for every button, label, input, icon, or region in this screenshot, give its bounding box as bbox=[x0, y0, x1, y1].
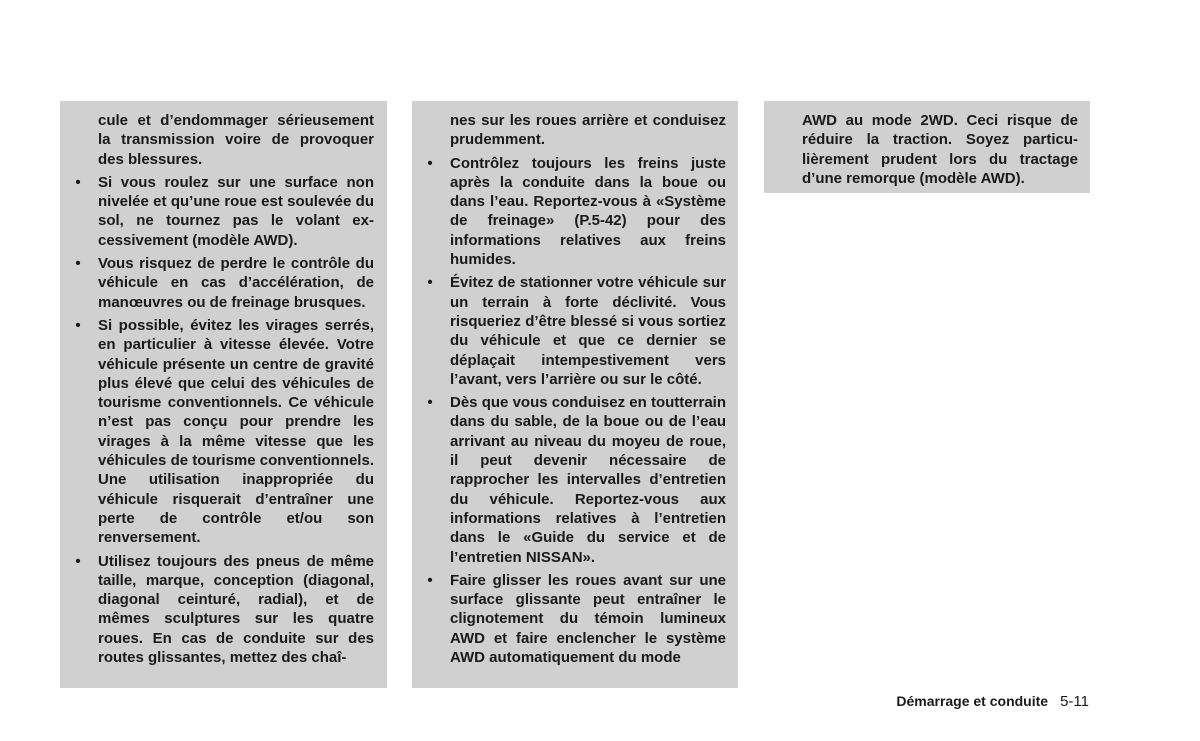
bullet-icon: • bbox=[75, 255, 81, 273]
text-column-2 bbox=[412, 101, 738, 688]
bullet-item bbox=[75, 316, 374, 548]
bullet-item bbox=[427, 393, 726, 567]
paragraph-text: Vous risquez de perdre le contrôle du véhicule en cas d’accélération, de manœuvres ou de freinage brusques. bbox=[98, 255, 374, 311]
paragraph-text: nes sur les roues arrière et conduisez prudemment. bbox=[450, 112, 726, 149]
paragraph-text: Contrôlez toujours les freins juste après la conduite dans la boue ou dans l’eau. Reportez-vous à «Système de freinage» (P.5-42) pour des informations relatives aux freins humides. bbox=[450, 154, 726, 269]
paragraph-text: Dès que vous conduisez en toutterrain dans du sable, de la boue ou de l’eau arrivant au niveau du moyeu de roue, il peut devenir nécessaire de rapprocher les intervalles d’entretien du véhicule. Reportez-vous aux informations relatives à l’entretien dans le «Guide du service et de l’entretien NISSAN». bbox=[450, 394, 726, 566]
continued-paragraph bbox=[802, 111, 1078, 188]
continued-paragraph bbox=[98, 111, 374, 169]
paragraph-text: Faire glisser les roues avant sur une surface glissante peut entraîner le clignotement du témoin lumineux AWD et faire enclencher le système AWD automatiquement du mode bbox=[450, 571, 726, 667]
text-column-3 bbox=[764, 101, 1090, 193]
bullet-icon: • bbox=[75, 316, 81, 334]
bullet-icon: • bbox=[75, 552, 81, 570]
bullet-item bbox=[427, 154, 726, 270]
bullet-item bbox=[75, 254, 374, 312]
bullet-item bbox=[427, 571, 726, 667]
bullet-icon: • bbox=[427, 394, 433, 412]
bullet-icon: • bbox=[427, 274, 433, 292]
continued-paragraph bbox=[450, 111, 726, 150]
page-footer bbox=[896, 693, 1089, 710]
paragraph-text: Utilisez toujours des pneus de même taille, marque, conception (diagonal, diagonal ceinturé, radial), et de mêmes sculptures sur les quatre roues. En cas de conduite sur des routes glissantes, mettez des chaî- bbox=[98, 552, 374, 667]
paragraph-text: Si possible, évitez les virages serrés, en particulier à vitesse élevée. Votre véhicule présente un centre de gravité plus élevé que celui des véhicules de tourisme conventionnels. Ce véhicule n’est pas conçu pour prendre les virages à la même vitesse que les véhicules de tourisme conventionnels. Une utilisation inappropriée du véhicule risquerait d’entraîner une perte de contrôle et/ou son renversement. bbox=[98, 316, 374, 547]
paragraph-text: Si vous roulez sur une surface non nivelée et qu’une roue est soulevée du sol, ne tournez pas le volant excessivement (modèle AWD). bbox=[98, 173, 374, 249]
bullet-icon: • bbox=[427, 154, 433, 172]
page-number: 5-11 bbox=[1060, 693, 1089, 710]
paragraph-text: cule et d’endommager sérieusement la transmission voire de provoquer des blessures. bbox=[98, 112, 374, 168]
bullet-icon: • bbox=[427, 571, 433, 589]
bullet-item bbox=[75, 552, 374, 668]
paragraph-text: AWD au mode 2WD. Ceci risque de réduire la traction. Soyez particulièrement prudent lors du tractage d’une remorque (modèle AWD). bbox=[802, 112, 1078, 187]
bullet-item bbox=[427, 273, 726, 389]
text-column-1 bbox=[60, 101, 387, 688]
bullet-item bbox=[75, 173, 374, 250]
section-title: Démarrage et conduite bbox=[896, 693, 1049, 709]
paragraph-text: Évitez de stationner votre véhicule sur un terrain à forte déclivité. Vous risqueriez d’être blessé si vous sortiez du véhicule et que ce dernier se déplaçait intempestivement vers l’avant, vers l’arrière ou sur le côté. bbox=[450, 274, 726, 388]
bullet-icon: • bbox=[75, 173, 81, 191]
